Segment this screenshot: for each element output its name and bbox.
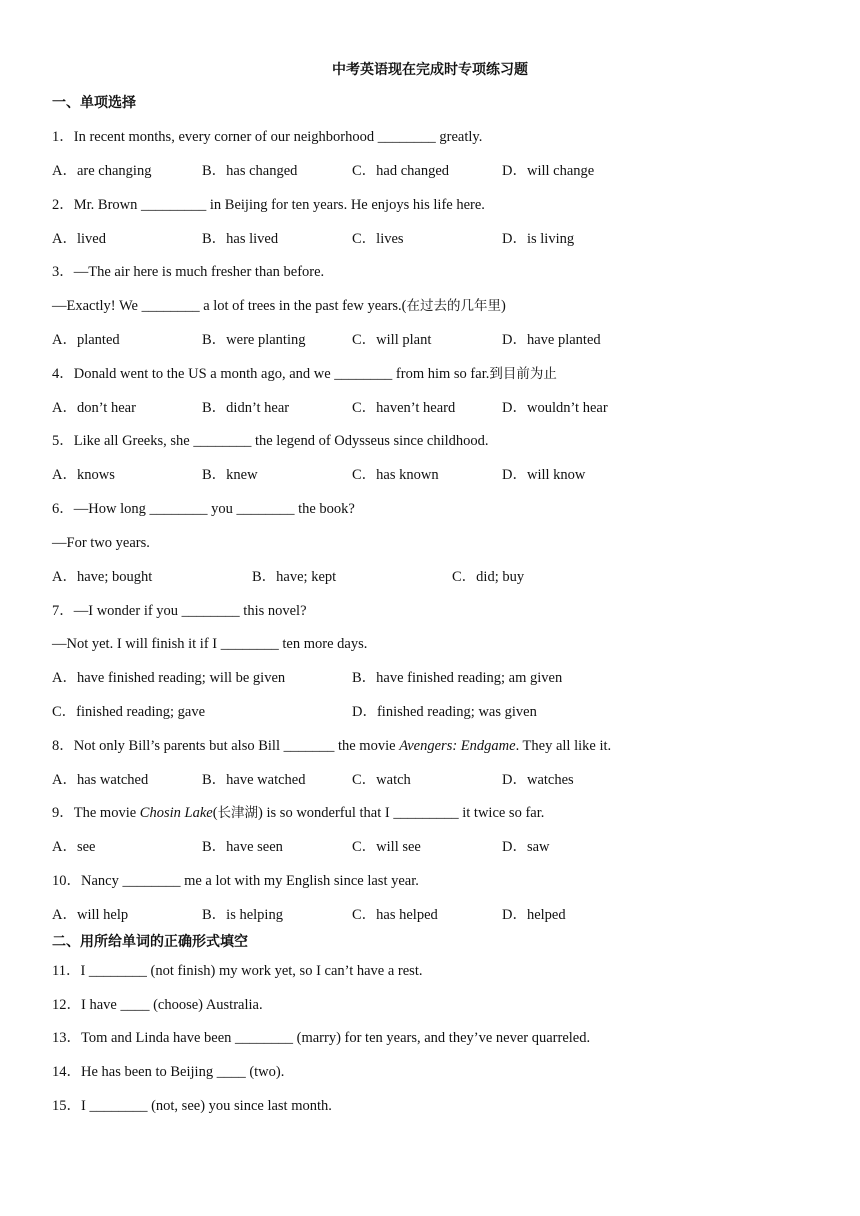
question-8 bbox=[52, 736, 611, 756]
question-7-prompt: 7．—I wonder if you ________ this novel? bbox=[52, 603, 307, 619]
question-1-options bbox=[52, 161, 812, 181]
question-9-paren-open: ( bbox=[212, 805, 218, 821]
question-13: 13．Tom and Linda have been ________ (marry) for ten years, and they’ve never quarreled. bbox=[52, 1030, 591, 1046]
option-c: C．lives bbox=[352, 231, 404, 247]
option-c: C．will see bbox=[352, 839, 421, 855]
question-3-reply-text: —Exactly! We ________ a lot of trees in the past few years.( bbox=[52, 298, 407, 314]
option-b: B．have finished reading; am given bbox=[352, 670, 563, 686]
option-a: A．has watched bbox=[52, 772, 149, 788]
question-11: 11．I ________ (not finish) my work yet, so I can’t have a rest. bbox=[52, 963, 423, 979]
section-heading-fill-in: 二、用所给单词的正确形式填空 bbox=[52, 934, 248, 950]
question-10-options bbox=[52, 905, 812, 925]
option-b: B．knew bbox=[202, 467, 258, 483]
question-15: 15．I ________ (not, see) you since last month. bbox=[52, 1098, 332, 1114]
question-6-options bbox=[52, 567, 812, 587]
option-a: A．lived bbox=[52, 231, 106, 247]
question-5: 5．Like all Greeks, she ________ the legend of Odysseus since childhood. bbox=[52, 433, 489, 449]
question-6-reply: —For two years. bbox=[52, 535, 150, 551]
question-7-reply: —Not yet. I will finish it if I ________ ten more days. bbox=[52, 636, 368, 652]
question-8-options bbox=[52, 770, 812, 790]
question-4 bbox=[52, 364, 557, 384]
question-1: 1．In recent months, every corner of our neighborhood ________ greatly. bbox=[52, 129, 483, 145]
option-b: B．were planting bbox=[202, 332, 306, 348]
question-4-options bbox=[52, 398, 812, 418]
option-a: A．have finished reading; will be given bbox=[52, 670, 286, 686]
option-b: B．have seen bbox=[202, 839, 283, 855]
option-d: D．have planted bbox=[502, 332, 601, 348]
question-3-reply-end: ) bbox=[501, 298, 506, 314]
option-a: A．don’t hear bbox=[52, 400, 136, 416]
option-c: C．watch bbox=[352, 772, 411, 788]
option-d: D．wouldn’t hear bbox=[502, 400, 608, 416]
option-c: C．has known bbox=[352, 467, 439, 483]
question-3-options bbox=[52, 330, 812, 350]
option-b: B．didn’t hear bbox=[202, 400, 290, 416]
question-9-movie-title: Chosin Lake bbox=[139, 805, 213, 821]
question-5-options bbox=[52, 465, 812, 485]
option-a: A．will help bbox=[52, 907, 129, 923]
question-3-reply bbox=[52, 296, 506, 316]
question-4-text: 4．Donald went to the US a month ago, and we ________ from him so far. bbox=[52, 366, 490, 382]
option-a: A．see bbox=[52, 839, 96, 855]
question-9-text-end: ) is so wonderful that I _________ it twice so far. bbox=[258, 805, 545, 821]
option-c: C．has helped bbox=[352, 907, 438, 923]
option-a: A．have; bought bbox=[52, 569, 153, 585]
option-a: A．knows bbox=[52, 467, 115, 483]
option-c: C．will plant bbox=[352, 332, 432, 348]
option-d: D．saw bbox=[502, 839, 550, 855]
option-b: B．is helping bbox=[202, 907, 283, 923]
question-9-options bbox=[52, 837, 812, 857]
question-3-prompt: 3．—The air here is much fresher than before. bbox=[52, 264, 325, 280]
question-9-text: 9．The movie bbox=[52, 805, 140, 821]
option-c: C．finished reading; gave bbox=[52, 704, 206, 720]
option-d: D．will know bbox=[502, 467, 586, 483]
option-d: D．finished reading; was given bbox=[352, 704, 537, 720]
document-title: 中考英语现在完成时专项练习题 bbox=[332, 62, 528, 78]
option-b: B．has lived bbox=[202, 231, 279, 247]
option-c: C．did; buy bbox=[452, 569, 525, 585]
option-d: D．will change bbox=[502, 163, 595, 179]
question-6-prompt: 6．—How long ________ you ________ the book? bbox=[52, 501, 355, 517]
question-10: 10．Nancy ________ me a lot with my English since last year. bbox=[52, 873, 419, 889]
question-2: 2．Mr. Brown _________ in Beijing for ten years. He enjoys his life here. bbox=[52, 197, 485, 213]
question-4-chinese-note: 到目前为止 bbox=[489, 366, 557, 382]
option-d: D．helped bbox=[502, 907, 566, 923]
question-7-options-row-1 bbox=[52, 668, 812, 688]
option-b: B．have; kept bbox=[252, 569, 337, 585]
option-c: C．had changed bbox=[352, 163, 450, 179]
option-d: D．is living bbox=[502, 231, 575, 247]
section-heading-multiple-choice: 一、单项选择 bbox=[52, 95, 136, 111]
question-12: 12．I have ____ (choose) Australia. bbox=[52, 997, 263, 1013]
question-8-text-end: . They all like it. bbox=[515, 738, 612, 754]
question-2-options bbox=[52, 229, 812, 249]
option-a: A．planted bbox=[52, 332, 120, 348]
question-9 bbox=[52, 803, 544, 823]
option-b: B．have watched bbox=[202, 772, 306, 788]
question-8-movie-title: Avengers: Endgame bbox=[399, 738, 516, 754]
option-a: A．are changing bbox=[52, 163, 152, 179]
question-8-text: 8．Not only Bill’s parents but also Bill _______ the movie bbox=[52, 738, 400, 754]
option-c: C．haven’t heard bbox=[352, 400, 456, 416]
question-9-chinese-note: 长津湖 bbox=[217, 805, 259, 821]
option-d: D．watches bbox=[502, 772, 574, 788]
question-7-options-row-2 bbox=[52, 702, 812, 722]
option-b: B．has changed bbox=[202, 163, 298, 179]
question-14: 14．He has been to Beijing ____ (two). bbox=[52, 1064, 285, 1080]
question-3-chinese-note: 在过去的几年里 bbox=[406, 298, 502, 314]
